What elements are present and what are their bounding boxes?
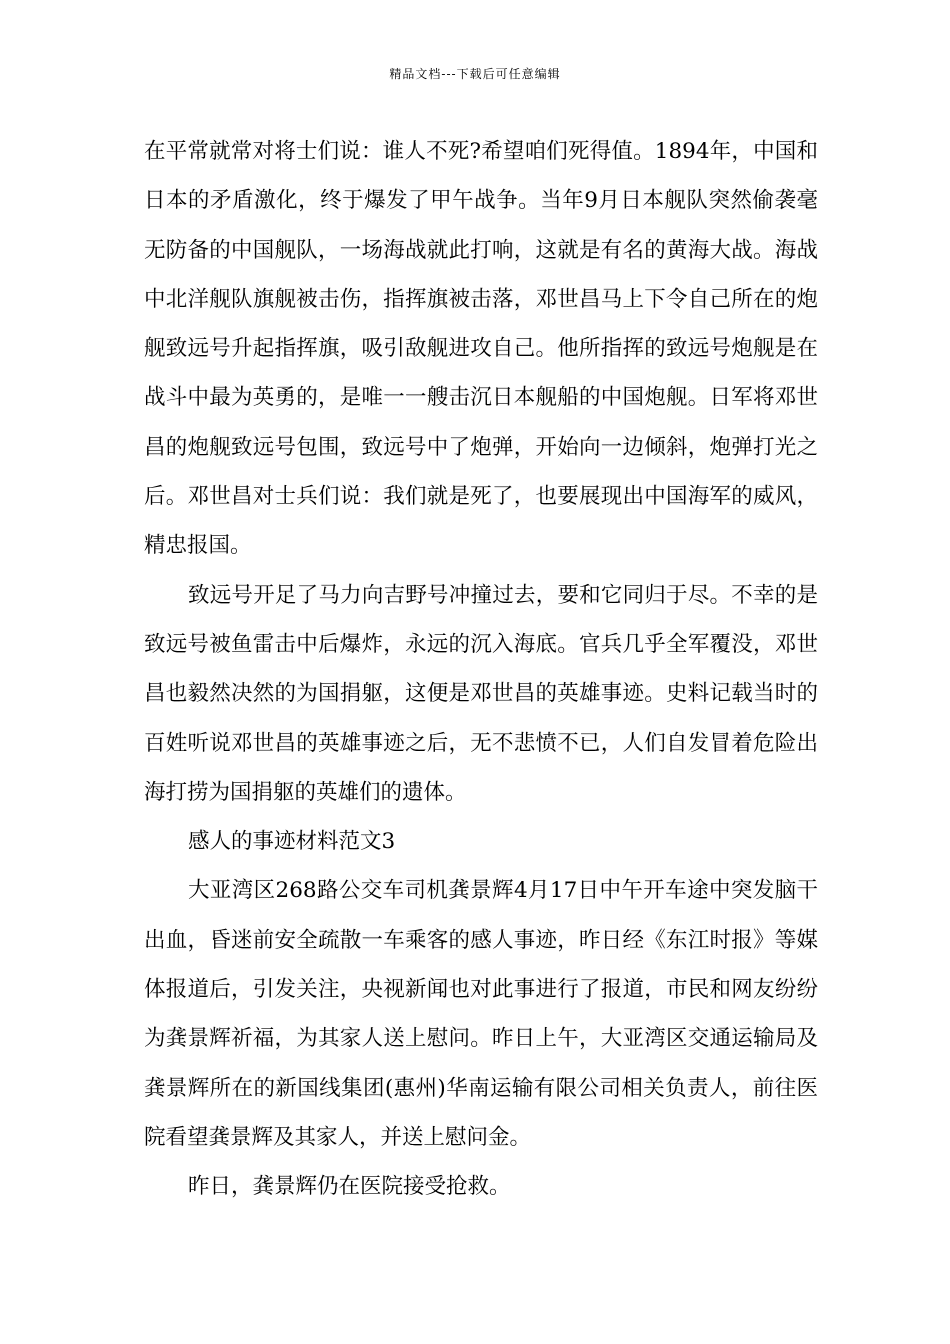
paragraph-continuation: 在平常就常对将士们说：谁人不死?希望咱们死得值。1894年，中国和日本的矛盾激化，终于爆发了甲午战争。当年9月日本舰队突然偷袭毫无防备的中国舰队，一场海战就此打响，这就是有名的黄海大战。海战中北洋舰队旗舰被击伤，指挥旗被击落，邓世昌马上下令自己所在的炮舰致远号升起指挥旗，吸引敌舰进攻自己。他所指挥的致远号炮舰是在战斗中最为英勇的，是唯一一艘击沉日本舰船的中国炮舰。日军将邓世昌的炮舰致远号包围，致远号中了炮弹，开始向一边倾斜，炮弹打光之后。邓世昌对士兵们说：我们就是死了，也要展现出中国海军的威风，精忠报国。 bbox=[144, 139, 818, 559]
paragraph-gong-jinghui: 大亚湾区268路公交车司机龚景辉4月17日中午开车途中突发脑干出血，昏迷前安全疏散一车乘客的感人事迹，昨日经《东江时报》等媒体报道后，引发关注，央视新闻也对此事进行了报道，市民和网友纷纷为龚景辉祈福，为其家人送上慰问。昨日上午，大亚湾区交通运输局及龚景辉所在的新国线集团(惠州)华南运输有限公司相关负责人，前往医院看望龚景辉及其家人，并送上慰问金。 bbox=[144, 878, 818, 1150]
section-heading: 感人的事迹材料范文3 bbox=[188, 829, 396, 855]
paragraph-zhiyuan: 致远号开足了马力向吉野号冲撞过去，要和它同归于尽。不幸的是致远号被鱼雷击中后爆炸，永远的沉入海底。官兵几乎全军覆没，邓世昌也毅然决然的为国捐躯，这便是邓世昌的英雄事迹。史料记载当时的百姓听说邓世昌的英雄事迹之后，无不悲愤不已，人们自发冒着危险出海打捞为国捐躯的英雄们的遗体。 bbox=[144, 582, 818, 805]
page-header: 精品文档---下载后可任意编辑 bbox=[389, 67, 561, 81]
paragraph-rescue: 昨日，龚景辉仍在医院接受抢救。 bbox=[188, 1174, 511, 1200]
document-body bbox=[144, 127, 818, 1212]
